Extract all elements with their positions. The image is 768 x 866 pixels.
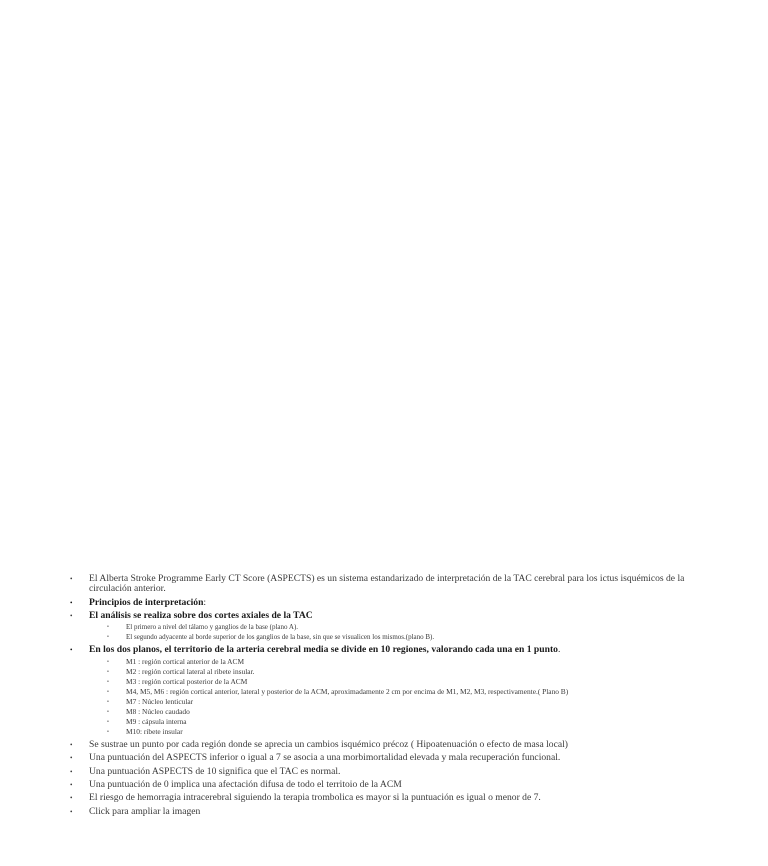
item-text: Se sustrae un punto por cada región donde se aprecia un cambios isquémico précoz ( Hipoatenuación o efecto de masa local) — [89, 738, 568, 750]
sub-list-item: • M10: ribete insular — [126, 727, 719, 737]
sub-list-item: • M1 : región cortical anterior de la ACM — [126, 657, 719, 667]
sub-list-item: • M2 : región cortical lateral al ribete insular. — [126, 667, 719, 677]
item-text: Una puntuación ASPECTS de 10 significa que el TAC es normal. — [89, 765, 341, 777]
list-item — [89, 767, 719, 777]
list-item — [89, 807, 719, 817]
section-heading: En los dos planos, el territorio de la arteria cerebral media se divide en 10 regiones, valorando cada una en 1 punto — [89, 644, 558, 656]
document-body — [0, 574, 768, 820]
sub-list — [89, 657, 719, 737]
heading-suffix: : — [203, 596, 207, 608]
sub-list-item: • M8 : Núcleo caudado — [126, 707, 719, 717]
list-item — [89, 793, 719, 803]
list-item — [89, 611, 719, 642]
section-heading: El análisis se realiza sobre dos cortes axiales de la TAC — [89, 609, 313, 621]
sub-list-item: • M4, M5, M6 : región cortical anterior, lateral y posterior de la ACM, aproximadamente 2 cm por encima de M1, M2, M3, respectivamente.( Plano B) — [126, 687, 719, 697]
sub-list-item: • El primero a nivel del tálamo y ganglios de la base (plano A). — [126, 622, 719, 632]
sub-list-item: • M3 : región cortical posterior de la ACM — [126, 677, 719, 687]
sub-list-item: • El segundo adyacente al borde superior de los ganglios de la base, sin que se visualicen los mismos.(plano B). — [126, 632, 719, 642]
item-text: Una puntuación del ASPECTS inferior o igual a 7 se asocia a una morbimortalidad elevada y mala recuperación funcional. — [89, 752, 561, 764]
list-item — [89, 753, 719, 763]
item-text: El Alberta Stroke Programme Early CT Score (ASPECTS) es un sistema estandarizado de interpretación de la TAC cerebral para los ictus isquémicos de la circulación anterior. — [89, 573, 685, 595]
bullet-list — [0, 574, 719, 817]
list-item — [89, 740, 719, 750]
sub-list-item: • M7 : Núcleo lenticular — [126, 697, 719, 707]
list-item — [89, 574, 719, 594]
list-item — [89, 645, 719, 736]
item-text: Una puntuación de 0 implica una afectación difusa de todo el territoio de la ACM — [89, 778, 402, 790]
sub-list-item: • M9 : cápsula interna — [126, 717, 719, 727]
sub-list — [89, 622, 719, 642]
item-text: El riesgo de hemorragia intracerebral siguiendo la terapia trombolica es mayor si la puntuación es igual o menor de 7. — [89, 792, 541, 804]
list-item — [89, 598, 719, 608]
heading-suffix: . — [557, 644, 561, 656]
section-heading: Principios de interpretación — [89, 596, 204, 608]
enlarge-image-link[interactable]: Click para ampliar la imagen — [89, 805, 201, 817]
list-item — [89, 780, 719, 790]
